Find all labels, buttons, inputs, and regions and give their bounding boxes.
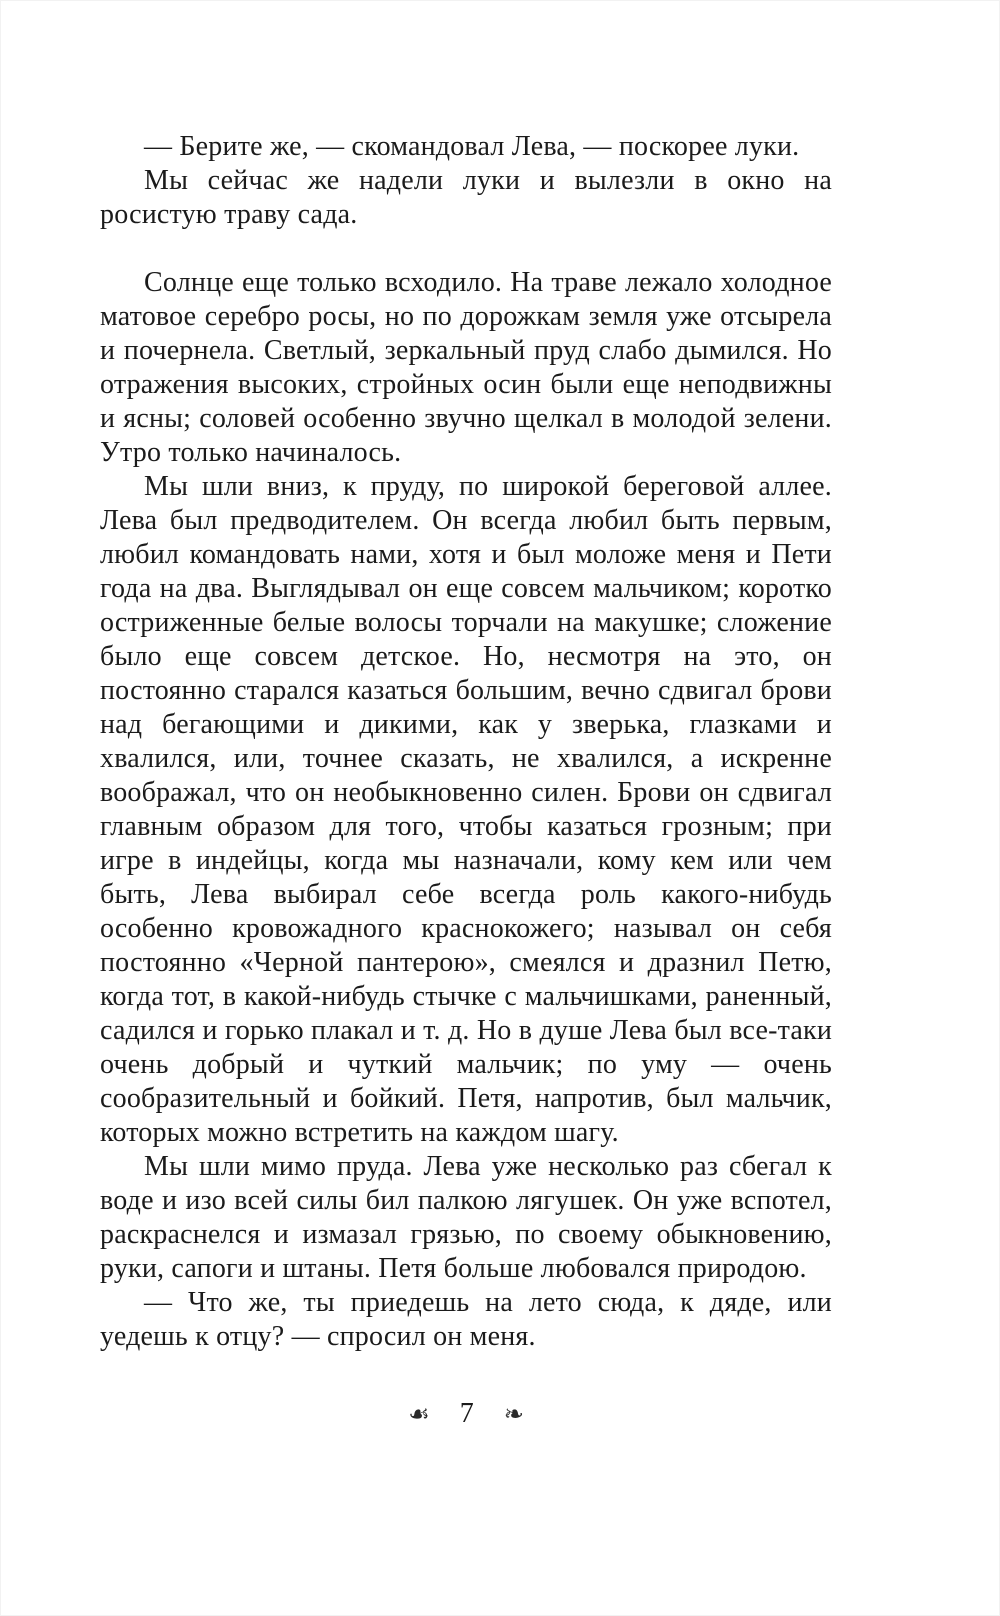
page-footer — [100, 1398, 832, 1430]
paragraph-dialogue-2: Мы сейчас же надели луки и вылезли в окно на росистую траву сада. — [100, 165, 832, 230]
paragraph-morning: Солнце еще только всходило. На траве лежало холодное матовое серебро росы, но по дорожкам земля уже отсырела и почернела. Светлый, зеркальный пруд слабо дымился. Но отражения высоких, стройных осин были еще неподвижны и ясны; соловей особенно звучно щелкал в молодой зелени. Утро только начиналось. — [100, 267, 832, 468]
paragraph-pond: Мы шли мимо пруда. Лева уже несколько раз сбегал к воде и изо всей силы бил палкою лягушек. Он уже вспотел, раскраснелся и измазал грязью, по своему обыкновению, руки, сапоги и штаны. Петя больше любовался природою. — [100, 1151, 832, 1284]
paragraph-leva-description: Мы шли вниз, к пруду, по широкой береговой аллее. Лева был предводителем. Он всегда любил быть первым, любил командовать нами, хотя и был моложе меня и Пети года на два. Выглядывал он еще совсем мальчиком; коротко остриженные белые волосы торчали на макушке; сложение было еще совсем детское. Но, несмотря на это, он постоянно старался казаться большим, вечно сдвигал брови над бегающими и дикими, как у зверька, глазками и хвалился, или, точнее сказать, не хвалился, а искренне воображал, что он необыкновенно силен. Брови он сдвигал главным образом для того, чтобы казаться грозным; при игре в индейцы, когда мы назначали, кому кем или чем быть, Лева выбирал себе всегда роль какого-нибудь особенно кровожадного краснокожего; называл он себя постоянно «Черной пантерою», смеялся и дразнил Петю, когда тот, в какой-нибудь стычке с мальчишками, раненный, садился и горько плакал и т. д. Но в душе Лева был все-таки очень добрый и чуткий мальчик; по уму — очень сообразительный и бойкий. Петя, напротив, был мальчик, которых можно встретить на каждом шагу. — [100, 471, 832, 1148]
floral-ornament-left-icon: ☙ — [408, 1400, 430, 1428]
text-block — [100, 130, 832, 1354]
paragraph-dialogue-1: — Берите же, — скомандовал Лева, — поскорее луки. — [144, 131, 800, 162]
page-number: 7 — [459, 1398, 474, 1429]
floral-ornament-right-icon: ❧ — [503, 1400, 524, 1428]
paragraph-question: — Что же, ты приедешь на лето сюда, к дяде, или уедешь к отцу? — спросил он меня. — [100, 1287, 832, 1352]
